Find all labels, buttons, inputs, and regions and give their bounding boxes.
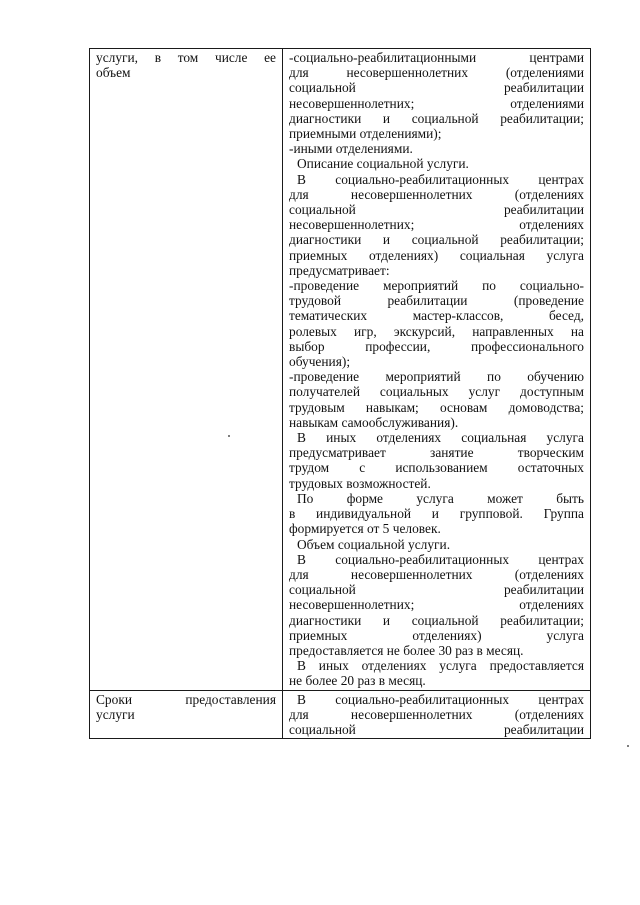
description-text-line: для несовершеннолетних (отделениях (289, 566, 584, 582)
description-text-line: навыкам самообслуживания). (289, 414, 459, 430)
service-description-cell (283, 49, 591, 691)
description-text-line: социальной реабилитации (289, 202, 584, 218)
description-text-line: социальной реабилитации (289, 721, 584, 737)
description-text-line: диагностики и социальной реабилитации; (289, 110, 584, 126)
description-text-line: -иными отделениями. (289, 141, 413, 157)
description-text-line: предусматривает: (289, 262, 390, 278)
description-text-line: В иных отделениях услуга предоставляется (297, 658, 584, 674)
description-text-line: трудовых возможностей. (289, 475, 431, 491)
description-text-line: В социально-реабилитационных центрах (297, 171, 584, 187)
description-text-line: формируется от 5 человек. (289, 521, 441, 537)
service-parameter-cell (90, 690, 283, 739)
description-text-line: тематических мастер-классов, бесед, (289, 308, 584, 324)
description-text-line: трудовой реабилитации (проведение (289, 293, 584, 309)
description-text-line: в индивидуальной и групповой. Группа (289, 506, 584, 522)
description-text-line: -социально-реабилитационными центрами (289, 50, 584, 65)
description-text-line: несовершеннолетних; отделениями (289, 95, 584, 111)
description-text-line: не более 20 раз в месяц. (289, 673, 426, 689)
description-text-line: социальной реабилитации (289, 80, 584, 96)
description-text-line: выбор профессии, профессионального (289, 338, 584, 354)
service-table (89, 48, 591, 739)
table-row (90, 690, 591, 739)
description-text-line: В иных отделениях социальная услуга (297, 430, 584, 446)
parameter-text-line: объем (96, 65, 131, 81)
scan-dot (627, 745, 629, 747)
service-table-body (90, 49, 591, 739)
description-text-line: трудом с использованием остаточных (289, 460, 584, 476)
description-text-line: В социально-реабилитационных центрах (297, 691, 584, 707)
description-text-line: -проведение мероприятий по социально- (289, 278, 584, 294)
description-text-line: диагностики и социальной реабилитации; (289, 232, 584, 248)
description-text-line: -проведение мероприятий по обучению (289, 369, 584, 385)
description-text-line: приемными отделениями); (289, 126, 442, 142)
description-text-line: для несовершеннолетних (отделениях (289, 706, 584, 722)
description-text-line: предусматривает занятие творческим (289, 445, 584, 461)
service-description-cell (283, 690, 591, 739)
description-text-line: ролевых игр, экскурсий, направленных на (289, 323, 584, 339)
parameter-text-line: услуги (96, 706, 135, 722)
description-text-line: трудовым навыкам; основам домоводства; (289, 399, 584, 415)
description-text-line: По форме услуга может быть (297, 490, 584, 506)
description-text-line: приемных отделениях) услуга (289, 627, 584, 643)
description-text-line: Объем социальной услуги. (297, 536, 451, 552)
parameter-text-line: Сроки предоставления (96, 691, 276, 707)
description-text-line: диагностики и социальной реабилитации; (289, 612, 584, 628)
table-row (90, 49, 591, 691)
description-text-line: несовершеннолетних; отделениях (289, 217, 584, 233)
scan-dot (228, 435, 230, 437)
description-text-line: для несовершеннолетних (отделениями (289, 65, 584, 81)
parameter-text-line: услуги, в том числе ее (96, 50, 276, 65)
service-parameter-cell (90, 49, 283, 691)
description-text-line: социальной реабилитации (289, 582, 584, 598)
description-text-line: Описание социальной услуги. (297, 156, 469, 172)
description-text-line: В социально-реабилитационных центрах (297, 551, 584, 567)
description-text-line: обучения); (289, 354, 351, 370)
description-text-line: предоставляется не более 30 раз в месяц. (289, 642, 524, 658)
description-text-line: приемных отделениях) социальная услуга (289, 247, 584, 263)
description-text-line: несовершеннолетних; отделениях (289, 597, 584, 613)
description-text-line: получателей социальных услуг доступным (289, 384, 584, 400)
description-text-line: для несовершеннолетних (отделениях (289, 186, 584, 202)
